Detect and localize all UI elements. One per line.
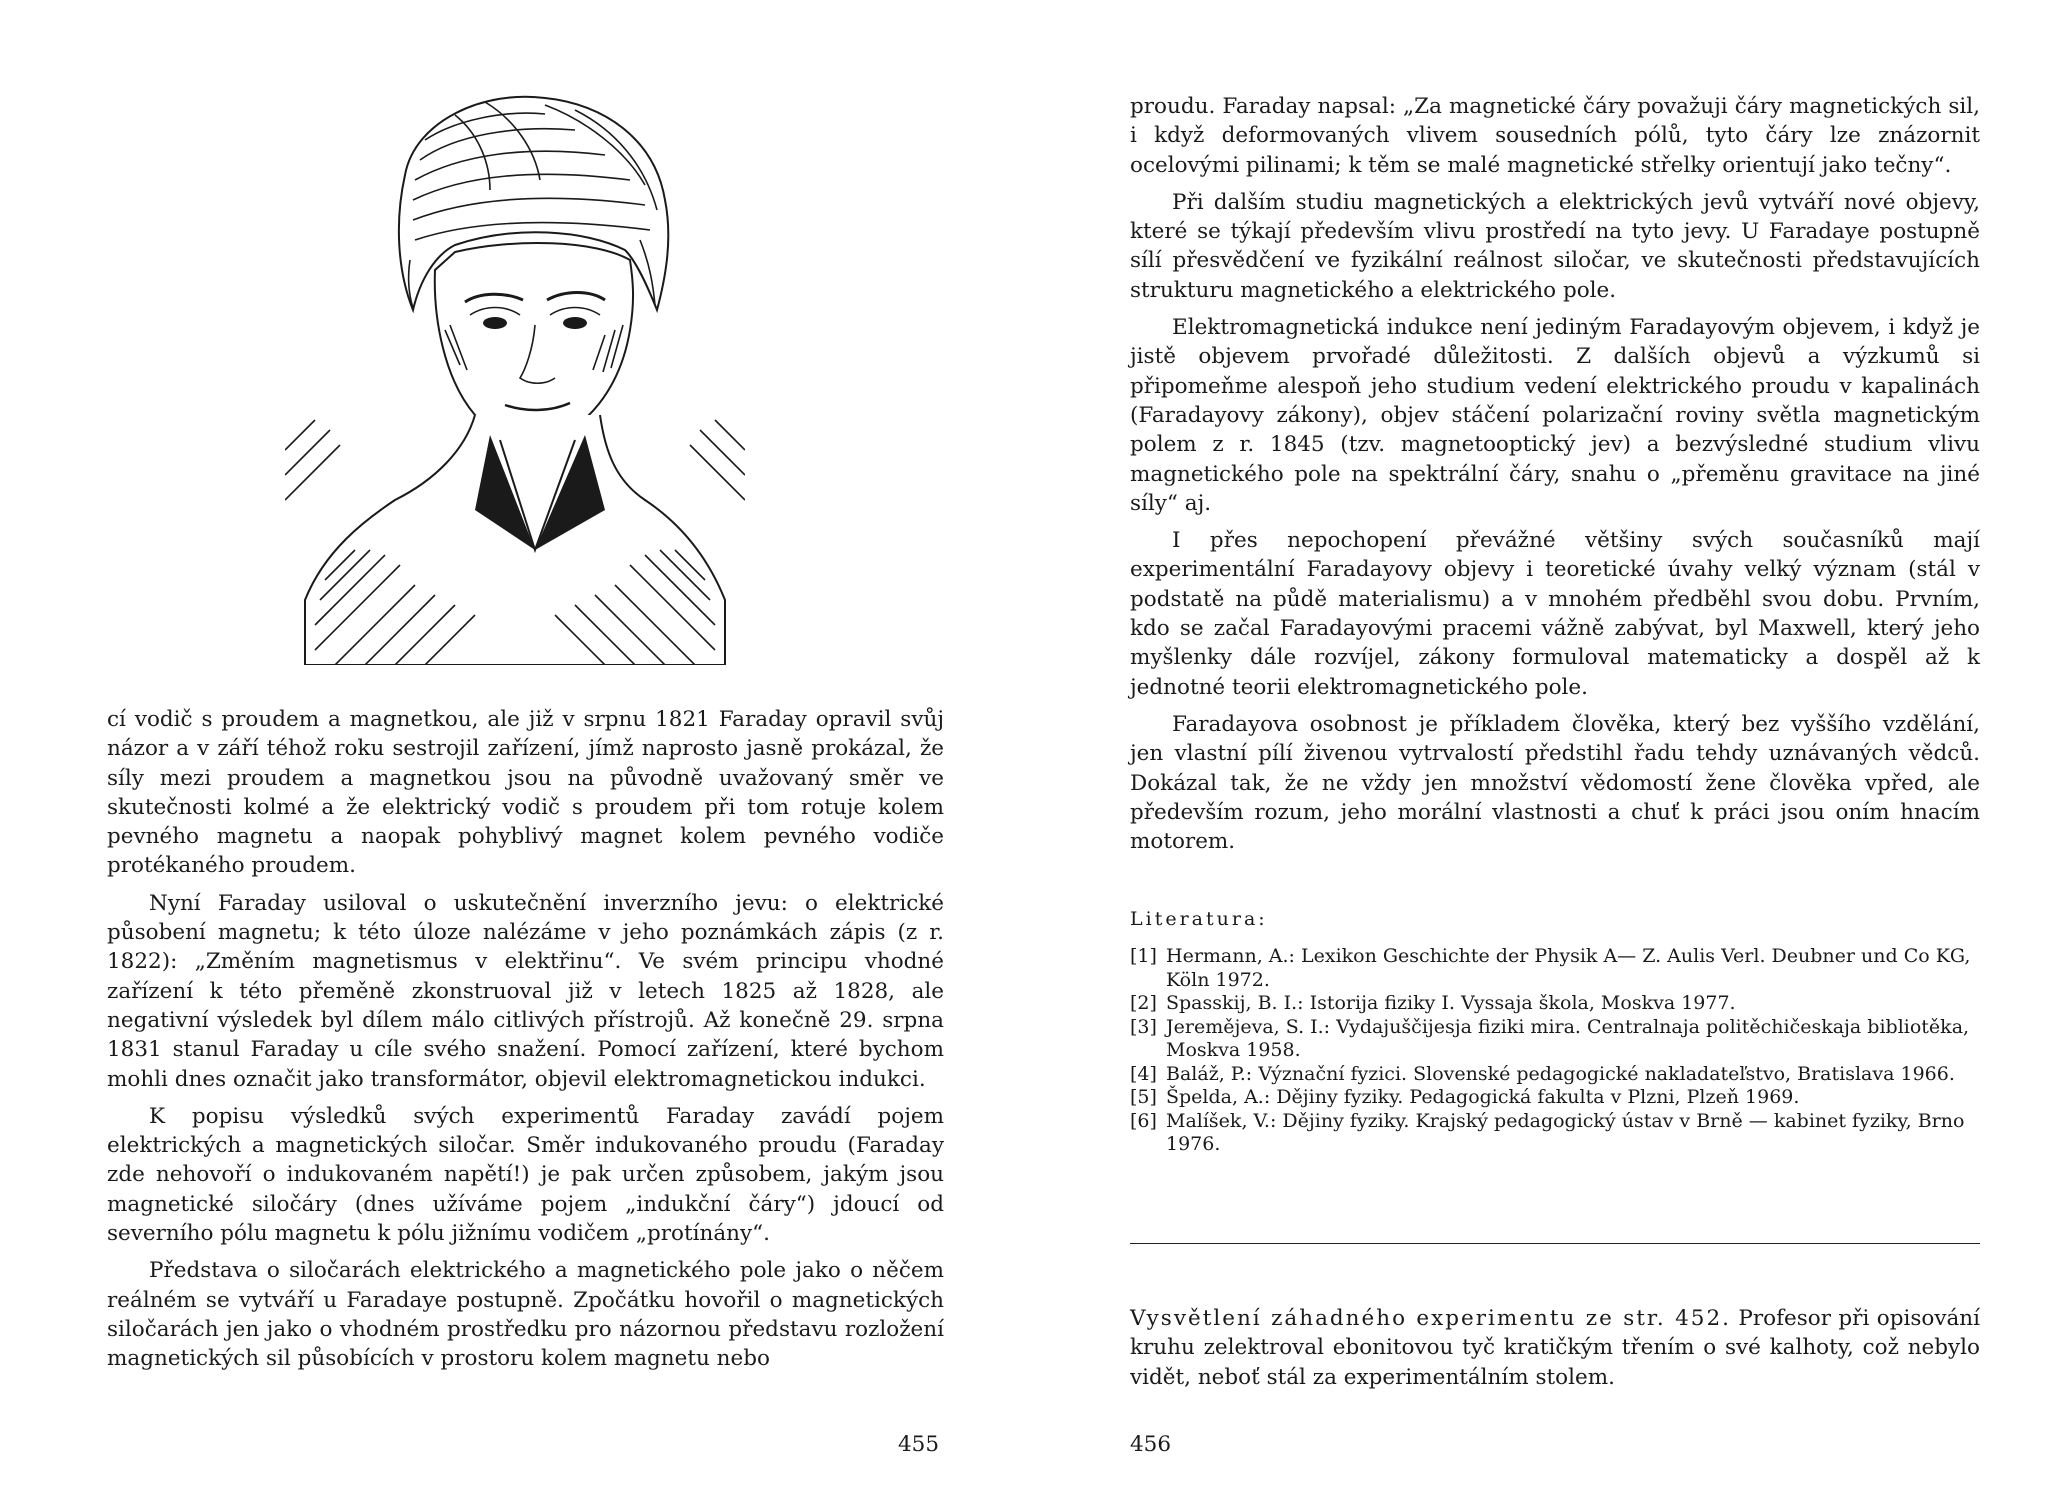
reference-text: Jeremějeva, S. I.: Vydajuščijesja fiziki mira. Centralnaja politěchičeskaja bibliotěka, Moskva 1958. [1166,1015,1970,1061]
paragraph: Elektromagnetická indukce není jediným Faradayovým objevem, i když je jistě objevem prvořadé důležitosti. Z dalších objevů a výzkumů si připomeňme alespoň jeho studium vedení elektrického proudu v kapalinách (Faradayovy zákony), objev stáčení polarizační roviny světla magnetickým polem z r. 1845 (tzv. magnetooptický jev) a bezvýsledné studium vlivu magnetického pole na spektrální čáry, snahu o „přeměnu gravitace na jiné síly“ aj. [1130,315,1980,516]
reference-text: Baláž, P.: Význační fyzici. Slovenské pedagogické nakladateľstvo, Bratislava 1966. [1166,1062,1955,1085]
paragraph: Při dalším studiu magnetických a elektrických jevů vytváří nové objevy, které se týkají především vlivu prostředí na tyto jevy. U Faradaye postupně sílí přesvědčení ve fyzikální reálnost siločar, ve skutečnosti představujících strukturu magnetického a elektrického pole. [1130,189,1980,303]
reference-item [1130,992,2010,1016]
page-number: 456 [1130,1432,1172,1457]
page-number: 455 [898,1432,940,1457]
reference-number: [3] [1130,1015,1157,1038]
reference-number: [2] [1130,992,1157,1014]
reference-number: [1] [1130,945,1157,967]
faraday-portrait-engraving [285,80,745,665]
reference-text: Špelda, A.: Dějiny fyziky. Pedagogická fakulta v Plzni, Plzeň 1969. [1166,1086,1800,1108]
reference-number: [5] [1130,1086,1157,1108]
paragraph: I přes nepochopení převážné většiny svých současníků mají experimentální Faradayovy objevy i teoretické úvahy velký význam (stál v podstatě na půdě materialismu) a v mnohém předběhl svou dobu. Prvním, kdo se začal Faradayovými pracemi vážně zabývat, byl Maxwell, který jeho myšlenky dále rozvíjel, zákony formuloval matematicky a dospěl až k jednotné teorii elektromagnetického pole. [1130,528,1980,700]
right-page-text [1130,92,1980,864]
reference-item [1130,1063,2010,1087]
note-lead: Vysvětlení záhadného experimentu ze str. 452. [1130,1306,1731,1331]
reference-text: Hermann, A.: Lexikon Geschichte der Physik A— Z. Aulis Verl. Deubner und Co KG, Köln 1972. [1166,945,1971,991]
paragraph: proudu. Faraday napsal: „Za magnetické čáry považuji čáry magnetických sil, i když deformovaných vlivem sousedních pólů, tyto čáry lze znázornit ocelovými pilinami; k těm se malé magnetické střelky orientují jako tečny“. [1130,94,1980,178]
reference-number: [4] [1130,1062,1157,1085]
paragraph: Faradayova osobnost je příkladem člověka, který bez vyššího vzdělání, jen vlastní pílí živenou vytrvalostí předstihl řadu tehdy uznávaných vědců. Dokázal tak, že ne vždy jen množství vědomostí žene člověka vpřed, ale především rozum, jeho morální vlastnosti a chuť k práci jsou oním hnacím motorem. [1130,711,1980,855]
reference-number: [6] [1130,1109,1157,1132]
note-text: Profesor při opisování kruhu zelektroval ebonitovou tyč kratičkým třením o své kalhoty, což nebylo vidět, neboť stál za experimentálním stolem. [1130,1306,1981,1390]
reference-item [1130,1110,2010,1157]
paragraph: Představa o siločarách elektrického a magnetického pole jako o něčem reálném se vytváří u Faradaye postupně. Zpočátku hovořil o magnetických siločarách jen jako o vhodném prostředku pro názornou představu rozložení magnetických sil působících v prostoru kolem magnetu nebo [107,1258,944,1372]
reference-item [1130,1086,2010,1110]
literature-heading: Literatura: [1130,908,1268,930]
section-divider [1130,1243,1980,1244]
reference-item [1130,1016,2010,1063]
reference-text: Malíšek, V.: Dějiny fyziky. Krajský pedagogický ústav v Brně — kabinet fyziky, Brno 1976. [1166,1109,1965,1155]
left-page-text [107,705,944,1382]
paragraph: K popisu výsledků svých experimentů Faraday zavádí pojem elektrických a magnetických siločar. Směr indukovaného proudu (Faraday zde nehovoří o indukovaném napětí!) je pak určen způsobem, jakým jsou magnetické siločáry (dnes užíváme pojem „indukční čáry“) jdoucí od severního pólu magnetu k pólu jižnímu vodičem „protínány“. [107,1103,944,1247]
reference-list [1130,945,2010,1157]
paragraph: Nyní Faraday usiloval o uskutečnění inverzního jevu: o elektrické působení magnetu; k této úloze nalézáme v jeho poznámkách zápis (z r. 1822): „Změním magnetismus v elektřinu“. Ve svém principu vhodné zařízení k této přeměně zkonstruoval již v letech 1825 až 1828, ale negativní výsledek byl dílem málo citlivých přístrojů. Až konečně 29. srpna 1831 stanul Faraday u cíle svého snažení. Pomocí zařízení, které bychom mohli dnes označit jako transformátor, objevil elektromagnetickou indukci. [107,890,944,1092]
paragraph: cí vodič s proudem a magnetkou, ale již v srpnu 1821 Faraday opravil svůj názor a v září téhož roku sestrojil zařízení, jímž naprosto jasně prokázal, že síly mezi proudem a magnetkou jsou na původně uvažovaný směr ve skutečnosti kolmé a že elektrický vodič s proudem při tom rotuje kolem pevného magnetu a naopak pohyblivý magnet kolem pevného vodiče protékaného proudem. [107,707,944,879]
reference-item [1130,945,2010,992]
experiment-explanation-note [1130,1304,1980,1392]
right-page [1030,0,2060,1500]
reference-text: Spasskij, B. I.: Istorija fiziky I. Vyssaja škola, Moskva 1977. [1166,992,1736,1014]
